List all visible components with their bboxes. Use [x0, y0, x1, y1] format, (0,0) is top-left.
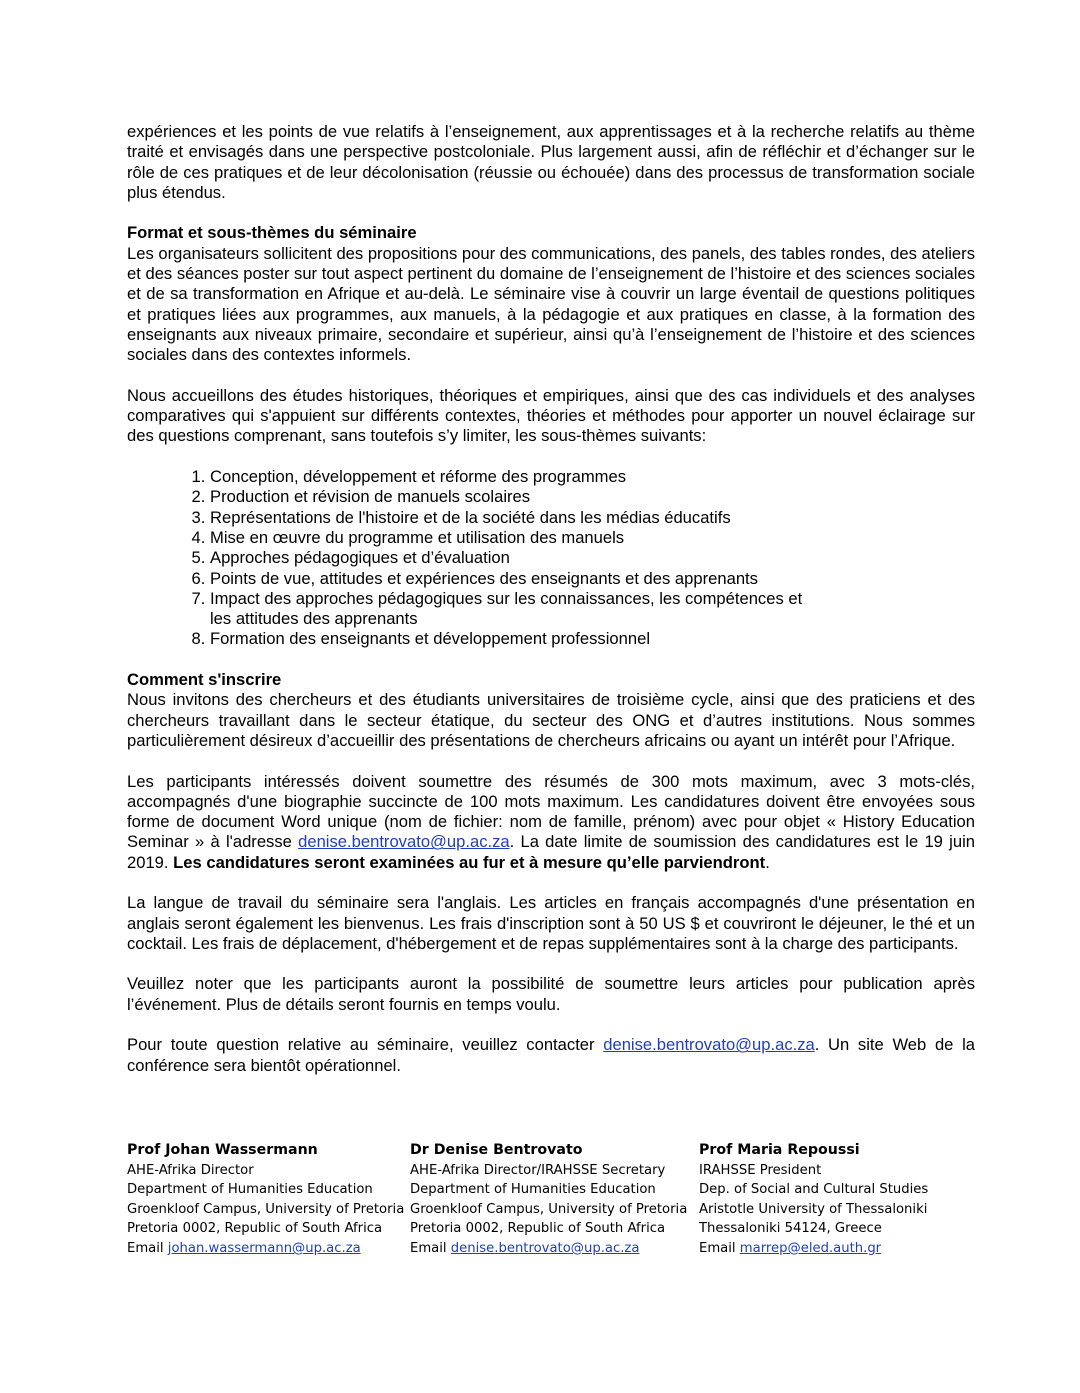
signatory-email-link[interactable]: johan.wassermann@up.ac.za: [167, 1240, 361, 1256]
register-paragraph-2: [127, 772, 975, 873]
signatory-address: Pretoria 0002, Republic of South Africa: [127, 1221, 383, 1237]
register-paragraph-1: Nous invitons des chercheurs et des étudiants universitaires de troisième cycle, ainsi que des praticiens et des chercheurs travaillant dans le secteur étatique, du secteur des ONG et d’autres institutions. Nous sommes particulièrement désireux d’accueillir des présentations de chercheurs africains ou ayant un intérêt pour l’Afrique.: [127, 690, 975, 750]
list-item: 5. Approches pédagogiques et d’évaluation: [210, 548, 975, 568]
signatory-department: Dep. of Social and Cultural Studies: [699, 1182, 929, 1198]
list-item: 6. Points de vue, attitudes et expériences des enseignants et des apprenants: [210, 569, 975, 589]
document-body: [127, 122, 975, 1076]
email-label: Email: [699, 1240, 740, 1256]
contact-email-link[interactable]: denise.bentrovato@up.ac.za: [298, 832, 510, 852]
register-p2-deadline: . La date limite de soumission des candidatures est le 19 juin 2019.: [127, 832, 975, 872]
list-item: 1. Conception, développement et réforme des programmes: [210, 467, 975, 487]
signatory-wassermann: [127, 1141, 404, 1259]
register-p5-text: Pour toute question relative au séminaire, veuillez contacter: [127, 1035, 604, 1055]
signatory-campus: Aristotle University of Thessaloniki: [699, 1201, 928, 1217]
register-p5-after: . Un site Web de la conférence sera bientôt opérationnel.: [127, 1035, 975, 1075]
signatory-role: AHE-Afrika Director/IRAHSSE Secretary: [410, 1162, 666, 1178]
signatory-bentrovato: [410, 1141, 687, 1259]
list-item: 3. Représentations de l'histoire et de la société dans les médias éducatifs: [210, 508, 975, 528]
register-heading: Comment s'inscrire: [127, 670, 282, 690]
register-p2-end: .: [765, 852, 770, 872]
signatory-name: Prof Maria Repoussi: [699, 1142, 860, 1158]
list-item: 2. Production et révision de manuels scolaires: [210, 487, 975, 507]
format-paragraph-1: Les organisateurs sollicitent des propositions pour des communications, des panels, des tables rondes, des ateliers et des séances poster sur tout aspect pertinent du domaine de l’enseignement de l’histoire et des sciences sociales et de sa transformation en Afrique et au-delà. Le séminaire vise à couvrir un large éventail de questions politiques et pratiques liées aux programmes, aux manuels, à la pédagogie et aux pratiques en classe, à la formation des enseignants aux niveaux primaire, secondaire et supérieur, ainsi qu’à l’enseignement de l’histoire et des sciences sociales dans des contextes informels.: [127, 243, 975, 365]
signatory-name: Prof Johan Wassermann: [127, 1142, 318, 1158]
signatory-repoussi: [699, 1141, 928, 1259]
signatory-name: Dr Denise Bentrovato: [410, 1142, 583, 1158]
list-item: 8. Formation des enseignants et développement professionnel: [210, 629, 975, 649]
signatory-email-line: [410, 1239, 687, 1259]
subthemes-list: [127, 467, 975, 650]
format-heading: Format et sous-thèmes du séminaire: [127, 223, 417, 243]
signatory-email-link[interactable]: marrep@eled.auth.gr: [739, 1240, 882, 1256]
signatory-email-link[interactable]: denise.bentrovato@up.ac.za: [450, 1240, 640, 1256]
intro-paragraph: expériences et les points de vue relatifs à l’enseignement, aux apprentissages et à la recherche relatifs au thème traité et envisagés dans une perspective postcoloniale. Plus largement aussi, afin de réfléchir et d’échanger sur le rôle de ces pratiques et de leur décolonisation (réussie ou échouée) dans des processus de transformation sociale plus étendus.: [127, 122, 975, 202]
signatory-role: IRAHSSE President: [699, 1162, 822, 1178]
signatory-role: AHE-Afrika Director: [127, 1162, 254, 1178]
register-p2-text: Les participants intéressés doivent soumettre des résumés de 300 mots maximum, avec 3 mots-clés, accompagnés d'une biographie succincte de 100 mots maximum. Les candidatures doivent être envoyées sous forme de document Word unique (nom de fichier: nom de famille, prénom) avec pour objet « History Education Seminar » à l'adresse: [127, 771, 975, 852]
register-p2-bold: Les candidatures seront examinées au fur et à mesure qu’elle parviendront: [173, 852, 766, 872]
email-label: Email: [127, 1240, 168, 1256]
signatory-department: Department of Humanities Education: [127, 1182, 373, 1198]
contact-email-link[interactable]: denise.bentrovato@up.ac.za: [603, 1035, 815, 1055]
signatory-email-line: [127, 1239, 404, 1259]
register-paragraph-3: La langue de travail du séminaire sera l'anglais. Les articles en français accompagnés d'une présentation en anglais seront également les bienvenus. Les frais d'inscription sont à 50 US $ et couvriront le déjeuner, le thé et un cocktail. Les frais de déplacement, d'hébergement et de repas supplémentaires sont à la charge des participants.: [127, 893, 975, 953]
email-label: Email: [410, 1240, 451, 1256]
list-item: 4. Mise en œuvre du programme et utilisation des manuels: [210, 528, 975, 548]
list-item: 7. Impact des approches pédagogiques sur les connaissances, les compétences et les attitudes des apprenants: [210, 589, 820, 630]
signatory-address: Thessaloniki 54124, Greece: [699, 1221, 882, 1237]
signatory-campus: Groenkloof Campus, University of Pretoria: [410, 1201, 688, 1217]
signatory-department: Department of Humanities Education: [410, 1182, 656, 1198]
register-paragraph-5: [127, 1035, 975, 1076]
register-paragraph-4: Veuillez noter que les participants auront la possibilité de soumettre leurs articles pour publication après l’événement. Plus de détails seront fournis en temps voulu.: [127, 974, 975, 1014]
signatory-address: Pretoria 0002, Republic of South Africa: [410, 1221, 666, 1237]
signatory-email-line: [699, 1239, 928, 1259]
format-paragraph-2: Nous accueillons des études historiques, théoriques et empiriques, ainsi que des cas individuels et des analyses comparatives qui s'appuient sur différents contextes, théories et méthodes pour apporter un nouvel éclairage sur des questions comprenant, sans toutefois s’y limiter, les sous-thèmes suivants:: [127, 385, 975, 446]
signatory-campus: Groenkloof Campus, University of Pretoria: [127, 1201, 405, 1217]
